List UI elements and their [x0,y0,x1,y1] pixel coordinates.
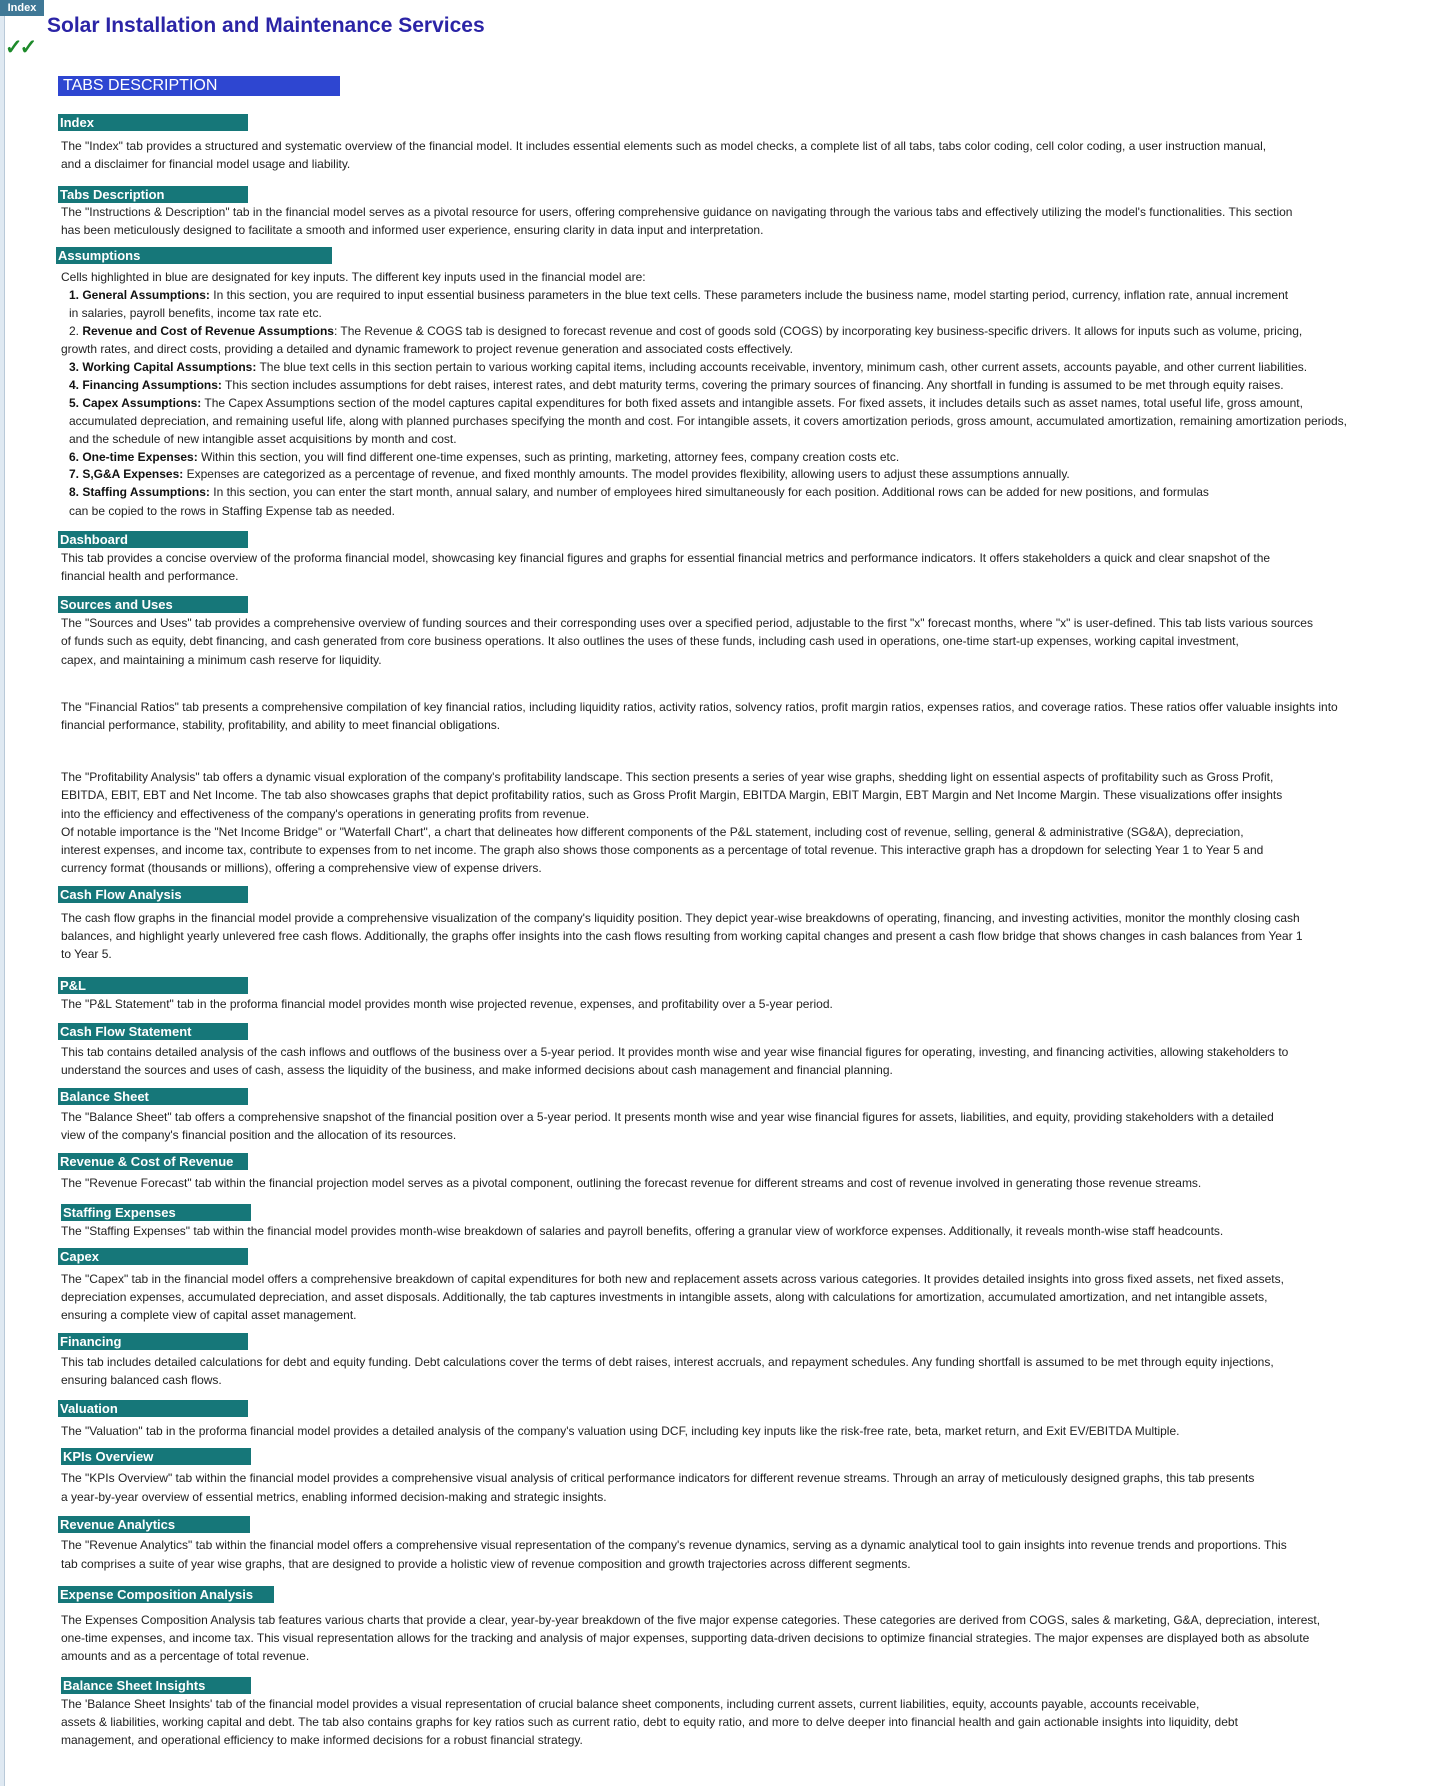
section-header-bs-insights: Balance Sheet Insights [61,1677,251,1694]
assumption-financing [69,376,1284,394]
assumption-one-time [69,448,899,466]
profitability-text-line-4: Of notable importance is the "Net Income Bridge" or "Waterfall Chart", a chart that delineates how different components of the P&L statement, including cost of revenue, selling, general & administrative (SG&A), depreciation, [61,825,1244,839]
section-header-financing: Financing [58,1333,248,1350]
section-header-expense-composition: Expense Composition Analysis [58,1586,274,1603]
assumption-revenue-label: Revenue and Cost of Revenue Assumptions [82,324,334,338]
index-text-line-1: The "Index" tab provides a structured and systematic overview of the financial model. It includes essential elements such as model checks, a complete list of all tabs, tabs color coding, cell color coding, a user instruction manual, [61,139,1267,153]
cash-flow-analysis-text-line-3: to Year 5. [61,947,112,961]
staffing-text-line-1: The "Staffing Expenses" tab within the financial model provides month-wise breakdown of salaries and payroll benefits, offering a granular view of workforce expenses. Additionally, it reveals month-wise staff headcounts. [61,1224,1224,1238]
cash-flow-analysis-text-line-1: The cash flow graphs in the financial model provide a comprehensive visualization of the company's liquidity position. They depict year-wise breakdowns of operating, financing, and investing activities, monitor the monthly closing cash [61,911,1300,925]
assumption-one-time-text: Within this section, you will find different one-time expenses, such as printing, marketing, attorney fees, company creation costs etc. [197,450,900,464]
kpis-text-line-2: a year-by-year overview of essential metrics, enabling informed decision-making and strategic insights. [61,1490,607,1504]
profitability-text-line-1: The "Profitability Analysis" tab offers a dynamic visual exploration of the company's profitability landscape. This section presents a series of year wise graphs, shedding light on essential aspects of profitability such as Gross Profit, [61,770,1274,784]
financial-ratios-text-line-2: financial performance, stability, profitability, and ability to meet financial obligations. [61,718,501,732]
section-header-revenue-cost: Revenue & Cost of Revenue [58,1153,248,1170]
sources-uses-text-line-3: capex, and maintaining a minimum cash reserve for liquidity. [61,653,382,667]
assumption-revenue-cont: growth rates, and direct costs, providing a detailed and dynamic framework to project revenue generation and associated costs effectively. [61,342,793,356]
assumption-revenue-text: : The Revenue & COGS tab is designed to forecast revenue and cost of goods sold (COGS) by incorporating key business-specific drivers. It allows for inputs such as volume, pricing, [333,324,1303,338]
revenue-analytics-text-line-1: The "Revenue Analytics" tab within the financial model offers a comprehensive visual representation of the company's revenue dynamics, serving as a dynamic analytical tool to gain insights into revenue trends and proportions. This [61,1538,1287,1552]
section-header-dashboard: Dashboard [58,531,248,548]
assumption-capex-text: The Capex Assumptions section of the model captures capital expenditures for both fixed assets and intangible assets. For fixed assets, it includes details such as asset names, total useful life, gross amount, [201,396,1303,410]
section-header-sources-uses: Sources and Uses [58,596,248,613]
section-header-pl: P&L [58,977,248,994]
revenue-analytics-text-line-2: tab comprises a suite of year wise graphs, that are designed to provide a holistic view of revenue composition and growth trajectories across different segments. [61,1557,911,1571]
financing-text-line-1: This tab includes detailed calculations for debt and equity funding. Debt calculations cover the terms of debt raises, interest accruals, and repayment schedules. Any funding shortfall is assumed to be met through equity injections, [61,1355,1274,1369]
pl-text-line-1: The "P&L Statement" tab in the proforma financial model provides month wise projected revenue, expenses, and profitability over a 5-year period. [61,997,833,1011]
profitability-text-line-5: interest expenses, and income tax, contribute to expenses from to net income. The graph also shows those components as a percentage of total revenue. This interactive graph has a dropdown for selecting Year 1 to Year 5 and [61,843,1264,857]
assumption-general [69,286,1288,304]
profitability-text-line-2: EBITDA, EBIT, EBT and Net Income. The tab also showcases graphs that depict profitability ratios, such as Gross Profit Margin, EBITDA Margin, EBIT Margin, EBT Margin and Net Income Margin. These visualizations offer insights [61,788,1283,802]
kpis-text-line-1: The "KPIs Overview" tab within the financial model provides a comprehensive visual analysis of critical performance indicators for different revenue streams. Through an array of meticulously designed graphs, this tab presents [61,1471,1255,1485]
row-header-gutter [0,0,5,1786]
capex-text-line-1: The "Capex" tab in the financial model offers a comprehensive breakdown of capital expenditures for both new and replacement assets across various categories. It provides detailed insights into gross fixed assets, net fixed assets, [61,1272,1284,1286]
balance-sheet-text-line-2: view of the company's financial position and the allocation of its resources. [61,1128,457,1142]
assumption-working-capital [69,358,1307,376]
financing-text-line-2: ensuring balanced cash flows. [61,1373,222,1387]
dashboard-text-line-1: This tab provides a concise overview of the proforma financial model, showcasing key financial figures and graphs for essential financial metrics and performance indicators. It offers stakeholders a quick and clear snapshot of the [61,551,1271,565]
assumption-capex-cont-1: accumulated depreciation, and remaining useful life, along with planned purchases specifying the month and cost. For intangible assets, it covers amortization periods, gross amount, accumulated amortization, remaining amortization periods, [69,414,1348,428]
valuation-text-line-1: The "Valuation" tab in the proforma financial model provides a detailed analysis of the company's valuation using DCF, including key inputs like the risk-free rate, beta, market return, and Exit EV/EBITDA Multiple. [61,1424,1180,1438]
section-header-cash-flow-analysis: Cash Flow Analysis [58,886,248,903]
assumption-staffing [69,483,1209,501]
cash-flow-analysis-text-line-2: balances, and highlight yearly unlevered free cash flows. Additionally, the graphs offer insights into the cash flows resulting from working capital changes and present a cash flow bridge that shows changes in cash balances from Year 1 [61,929,1303,943]
bs-insights-text-line-2: assets & liabilities, working capital and debt. The tab also contains graphs for key ratios such as current ratio, debt to equity ratio, and more to delve deeper into financial health and gain actionable insights into liquidity, debt [61,1715,1238,1729]
sources-uses-text-line-1: The "Sources and Uses" tab provides a comprehensive overview of funding sources and their corresponding uses over a specified period, adjustable to the first "x" forecast months, where "x" is user-defined. This tab lists various sources [61,616,1313,630]
assumption-financing-label: 4. Financing Assumptions: [69,378,222,392]
assumption-working-capital-text: The blue text cells in this section pertain to various working capital items, including accounts receivable, inventory, minimum cash, other current assets, accounts payable, and other current liabilities. [256,360,1308,374]
section-header-index: Index [58,114,248,131]
financial-ratios-text-line-1: The "Financial Ratios" tab presents a comprehensive compilation of key financial ratios, including liquidity ratios, activity ratios, solvency ratios, profit margin ratios, expenses ratios, and coverage ratios. These ratios offer valuable insights into [61,700,1338,714]
tabs-description-heading: TABS DESCRIPTION [58,76,340,96]
assumption-staffing-text: In this section, you can enter the start month, annual salary, and number of employees hired simultaneously for each position. Additional rows can be added for new positions, and formulas [209,485,1209,499]
section-header-capex: Capex [58,1248,248,1265]
cash-flow-statement-text-line-1: This tab contains detailed analysis of the cash inflows and outflows of the business over a 5-year period. It provides month wise and year wise financial figures for operating, investing, and financing activities, allowing stakeholders to [61,1045,1289,1059]
assumption-general-text: In this section, you are required to input essential business parameters in the blue text cells. These parameters include the business name, model starting period, currency, inflation rate, annual increment [209,288,1289,302]
section-header-staffing: Staffing Expenses [61,1204,251,1221]
dashboard-text-line-2: financial health and performance. [61,569,239,583]
capex-text-line-2: depreciation expenses, accumulated depreciation, and asset disposals. Additionally, the tab captures investments in intangible assets, along with calculations for amortization, accumulated amortization, and net intangible assets, [61,1290,1268,1304]
capex-text-line-3: ensuring a complete view of capital asset management. [61,1308,357,1322]
assumption-financing-text: This section includes assumptions for debt raises, interest rates, and debt maturity terms, covering the primary sources of financing. Any shortfall in funding is assumed to be met through equity raises. [221,378,1284,392]
expense-composition-text-line-2: one-time expenses, and income tax. This visual representation allows for the tracking and analysis of major expenses, supporting data-driven decisions to optimize financial strategies. The major expenses are displayed both as absolute [61,1631,1310,1645]
profitability-text-line-6: currency format (thousands or millions), offering a comprehensive view of expense drivers. [61,861,542,875]
assumption-general-cont: in salaries, payroll benefits, income tax rate etc. [69,306,322,320]
assumption-one-time-label: 6. One-time Expenses: [69,450,198,464]
section-header-cash-flow-statement: Cash Flow Statement [58,1023,248,1040]
assumption-revenue [69,322,1302,340]
section-header-valuation: Valuation [58,1400,248,1417]
model-check-icon: ✓✓ [5,36,35,59]
section-header-revenue-analytics: Revenue Analytics [58,1516,250,1533]
cash-flow-statement-text-line-2: understand the sources and uses of cash, assess the liquidity of the business, and make informed decisions about cash management and financial planning. [61,1063,893,1077]
index-link-button[interactable]: Index [0,0,44,16]
index-text-line-2: and a disclaimer for financial model usage and liability. [61,157,351,171]
profitability-text-line-3: into the efficiency and effectiveness of the company's operations in generating profits from revenue. [61,807,590,821]
assumption-capex [69,394,1303,412]
assumption-capex-label: 5. Capex Assumptions: [69,396,202,410]
assumption-revenue-number: 2. [69,324,83,338]
balance-sheet-text-line-1: The "Balance Sheet" tab offers a comprehensive snapshot of the financial position over a 5-year period. It presents month wise and year wise financial figures for assets, liabilities, and equity, providing stakeholders with a detailed [61,1110,1274,1124]
assumption-working-capital-label: 3. Working Capital Assumptions: [69,360,257,374]
assumption-general-label: 1. General Assumptions: [69,288,210,302]
section-header-balance-sheet: Balance Sheet [58,1088,248,1105]
assumptions-intro: Cells highlighted in blue are designated for key inputs. The different key inputs used in the financial model are: [61,270,646,284]
assumption-sga [69,465,1070,483]
section-header-assumptions: Assumptions [56,247,332,264]
tabs-description-text-line-1: The "Instructions & Description" tab in the financial model serves as a pivotal resource for users, offering comprehensive guidance on navigating through the various tabs and effectively utilizing the model's functionalities. This section [61,205,1293,219]
section-header-kpis: KPIs Overview [61,1448,251,1465]
assumption-sga-text: Expenses are categorized as a percentage of revenue, and fixed monthly amounts. The model provides flexibility, allowing users to adjust these assumptions annually. [183,467,1070,481]
page-title: Solar Installation and Maintenance Services [47,14,485,37]
assumption-staffing-cont: can be copied to the rows in Staffing Expense tab as needed. [69,504,396,518]
expense-composition-text-line-1: The Expenses Composition Analysis tab features various charts that provide a clear, year-by-year breakdown of the five major expense categories. These categories are derived from COGS, sales & marketing, G&A, depreciation, interest, [61,1613,1321,1627]
section-header-tabs-description: Tabs Description [58,186,248,203]
bs-insights-text-line-1: The 'Balance Sheet Insights' tab of the financial model provides a visual representation of crucial balance sheet components, including current assets, current liabilities, equity, accounts payable, accounts receivable, [61,1697,1200,1711]
bs-insights-text-line-3: management, and operational efficiency to make informed decisions for a robust financial strategy. [61,1733,583,1747]
assumption-staffing-label: 8. Staffing Assumptions: [69,485,210,499]
sources-uses-text-line-2: of funds such as equity, debt financing, and cash generated from core business operations. It also outlines the uses of these funds, including cash used in operations, one-time start-up expenses, working capital investment, [61,634,1239,648]
assumption-sga-label: 7. S,G&A Expenses: [69,467,184,481]
tabs-description-text-line-2: has been meticulously designed to facilitate a smooth and informed user experience, ensuring clarity in data input and interpretation. [61,223,764,237]
expense-composition-text-line-3: amounts and as a percentage of total revenue. [61,1649,310,1663]
assumption-capex-cont-2: and the schedule of new intangible asset acquisitions by month and cost. [69,432,457,446]
revenue-cost-text-line-1: The "Revenue Forecast" tab within the financial projection model serves as a pivotal component, outlining the forecast revenue for different streams and cost of revenue involved in generating those revenue streams. [61,1176,1202,1190]
